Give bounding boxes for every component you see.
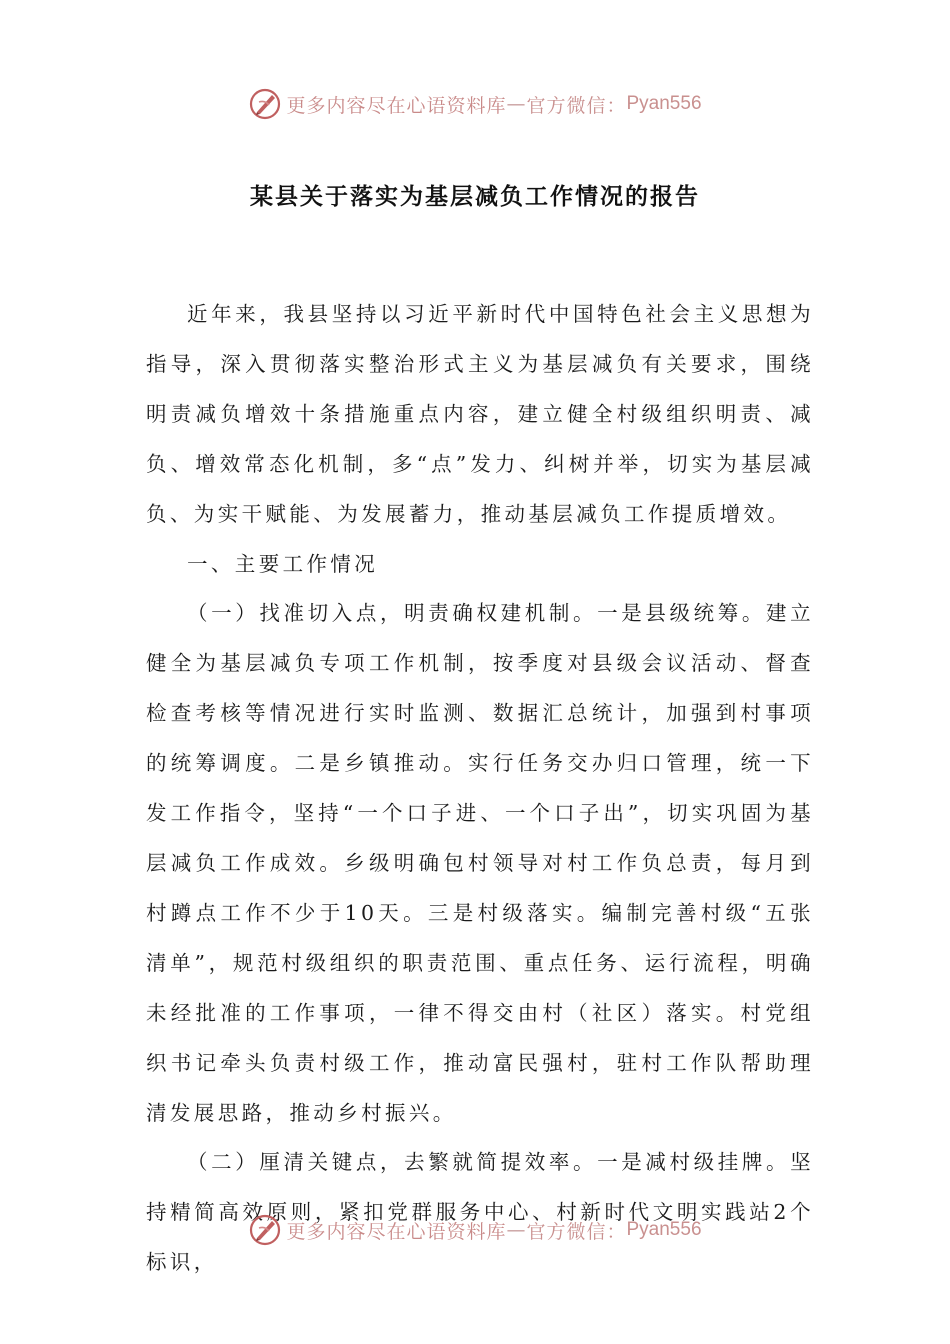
banner-main-text: 更多内容尽在心语资料库	[286, 1220, 507, 1243]
banner-wechat-label: 官方微信：	[526, 94, 627, 117]
document-title: 某县关于落实为基层减负工作情况的报告	[250, 183, 700, 210]
footer-watermark-banner	[0, 1210, 950, 1250]
intro-paragraph: 近年来，我县坚持以习近平新时代中国特色社会主义思想为指导，深入贯彻落实整治形式主义为基层减负有关要求，围绕明责减负增效十条措施重点内容，建立健全村级组织明责、减负、增效常态化机制，多“点”发力、纠树并举，切实为基层减负、为实干赋能、为发展蓄力，推动基层减负工作提质增效。	[146, 302, 814, 526]
banner-dash: —	[506, 1219, 527, 1241]
section-paragraph-1: （一）找准切入点，明责确权建机制。一是县级统筹。建立健全为基层减负专项工作机制，按季度对县级会议活动、督查检查考核等情况进行实时监测、数据汇总统计，加强到村事项的统筹调度。二是乡镇推动。实行任务交办归口管理，统一下发工作指令，坚持“一个口子进、一个口子出”，切实巩固为基层减负工作成效。乡级明确包村领导对村工作负总责，每月到村蹲点工作不少于10天。三是村级落实。编制完善村级“五张清单”，规范村级组织的职责范围、重点任务、运行流程，明确未经批准的工作事项，一律不得交由村（社区）落实。村党组织书记牵头负责村级工作，推动富民强村，驻村工作队帮助理清发展思路，推动乡村振兴。	[146, 601, 814, 1125]
section-heading: 一、主要工作情况	[187, 551, 379, 576]
banner-dash: —	[506, 93, 527, 115]
pen-circle-logo-icon	[248, 87, 282, 121]
banner-wechat-id: Pyan556	[626, 93, 702, 114]
document-body	[146, 290, 814, 1288]
pen-circle-logo-icon	[248, 1213, 282, 1247]
section-paragraph-2: （二）厘清关键点，去繁就简提效率。一是减村级挂牌。坚持精简高效原则，紧扣党群服务中心、村新时代文明实践站2个标识，	[146, 1150, 814, 1275]
banner-wechat-id: Pyan556	[626, 1219, 702, 1240]
banner-wechat-label: 官方微信：	[526, 1220, 627, 1243]
header-watermark-banner	[0, 84, 950, 124]
banner-main-text: 更多内容尽在心语资料库	[286, 94, 507, 117]
